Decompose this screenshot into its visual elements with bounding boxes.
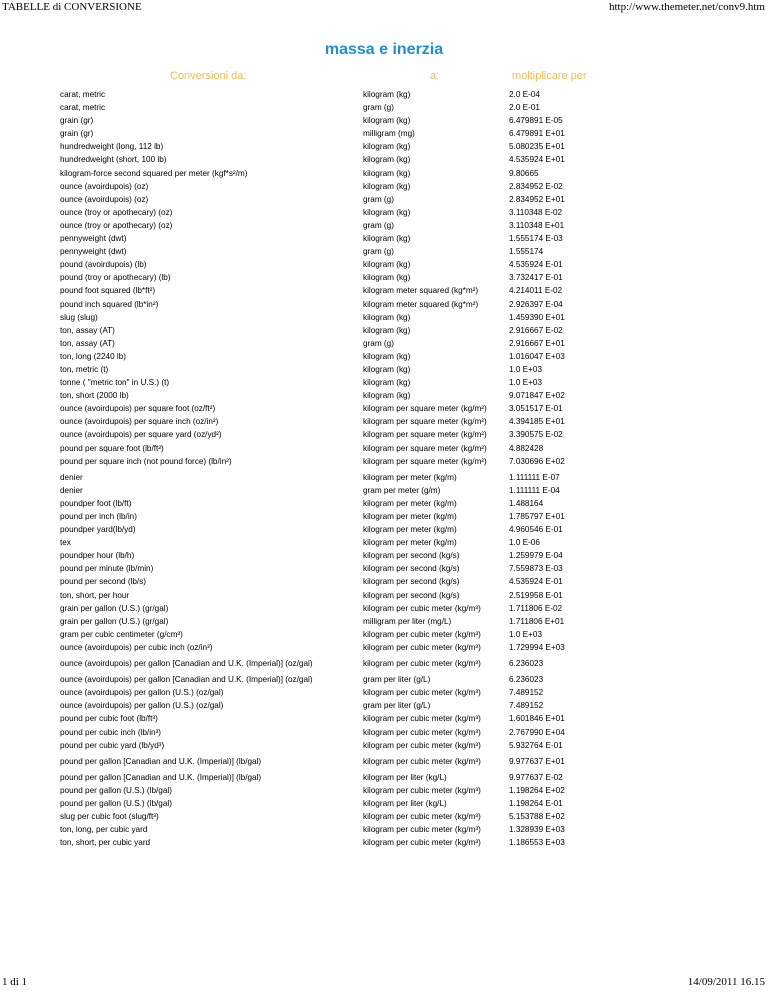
cell-from: pound per minute (lb/min) <box>60 564 154 574</box>
table-row <box>60 726 600 739</box>
table-row <box>60 536 600 549</box>
table-row <box>60 206 600 219</box>
cell-to: kilogram per cubic meter (kg/m³) <box>363 825 481 835</box>
cell-from: pound per cubic foot (lb/ft³) <box>60 714 158 724</box>
cell-factor: 4.214011 E-02 <box>509 286 563 296</box>
cell-from: ton, short, per cubic yard <box>60 838 151 848</box>
cell-factor: 2.0 E-01 <box>509 103 540 113</box>
cell-factor: 1.0 E-06 <box>509 538 540 548</box>
cell-factor: 4.394185 E+01 <box>509 417 565 427</box>
table-row <box>60 245 600 258</box>
cell-from: ounce (avoirdupois) per gallon (U.S.) (oz/gal) <box>60 688 224 698</box>
cell-factor: 1.711806 E-02 <box>509 603 563 613</box>
cell-to: kilogram (kg) <box>363 312 411 322</box>
cell-factor: 1.0 E+03 <box>509 364 543 374</box>
cell-to: kilogram per second (kg/s) <box>363 590 460 600</box>
cell-factor: 3.110348 E+01 <box>509 220 565 230</box>
cell-factor: 7.489152 <box>509 701 544 711</box>
cell-factor: 1.0 E+03 <box>509 629 543 639</box>
table-row <box>60 219 600 232</box>
column-header-from: Conversioni da: <box>170 70 247 82</box>
cell-to: kilogram (kg) <box>363 351 411 361</box>
table-row <box>60 615 600 628</box>
cell-to: kilogram per square meter (kg/m²) <box>363 443 487 453</box>
table-row <box>60 140 600 153</box>
cell-from: pound per gallon [Canadian and U.K. (Imperial)] (lb/gal) <box>60 756 262 766</box>
cell-factor: 9.977637 E+01 <box>509 756 565 766</box>
table-row <box>60 797 600 810</box>
cell-to: kilogram per cubic meter (kg/m³) <box>363 756 481 766</box>
table-row <box>60 324 600 337</box>
cell-to: milligram per liter (mg/L) <box>363 616 452 626</box>
cell-factor: 1.259979 E-04 <box>509 551 563 561</box>
cell-from: ounce (avoirdupois) (oz) <box>60 194 149 204</box>
table-row <box>60 193 600 206</box>
cell-factor: 5.080235 E+01 <box>509 142 565 152</box>
table-row <box>60 88 600 101</box>
table-row <box>60 510 600 523</box>
table-row <box>60 628 600 641</box>
cell-factor: 2.767990 E+04 <box>509 727 565 737</box>
cell-from: pound per square foot (lb/ft²) <box>60 443 164 453</box>
cell-from: ounce (avoirdupois) per gallon (U.S.) (oz/gal) <box>60 701 224 711</box>
cell-from: gram per cubic centimeter (g/cm³) <box>60 629 183 639</box>
cell-from: grain per gallon (U.S.) (gr/gal) <box>60 603 169 613</box>
cell-to: kilogram (kg) <box>363 90 411 99</box>
table-row <box>60 127 600 140</box>
cell-to: kilogram (kg) <box>363 142 411 152</box>
cell-from: pound per cubic inch (lb/in³) <box>60 727 162 737</box>
table-row <box>60 311 600 324</box>
table-row <box>60 350 600 363</box>
conversion-table-body <box>60 88 600 849</box>
cell-from: ounce (avoirdupois) per gallon [Canadian and U.K. (Imperial)] (oz/gal) <box>60 675 313 685</box>
cell-to: gram (g) <box>363 103 394 113</box>
cell-factor: 3.390575 E-02 <box>509 430 563 440</box>
table-row <box>60 114 600 127</box>
cell-to: kilogram per cubic meter (kg/m³) <box>363 714 481 724</box>
cell-to: kilogram (kg) <box>363 364 411 374</box>
cell-to: kilogram per meter (kg/m) <box>363 525 457 535</box>
cell-to: kilogram per square meter (kg/m²) <box>363 404 487 414</box>
cell-from: pound per square inch (not pound force) (lb/in²) <box>60 456 232 466</box>
cell-from: ounce (avoirdupois) (oz) <box>60 181 149 191</box>
cell-to: kilogram meter squared (kg*m²) <box>363 299 479 309</box>
cell-from: ounce (avoirdupois) per square foot (oz/ft²) <box>60 404 216 414</box>
cell-from: hundredweight (long, 112 lb) <box>60 142 164 152</box>
cell-factor: 4.882428 <box>509 443 544 453</box>
cell-from: grain (gr) <box>60 129 94 139</box>
table-row <box>60 271 600 284</box>
table-row <box>60 363 600 376</box>
cell-factor: 4.535924 E-01 <box>509 260 563 270</box>
cell-from: ton, short, per hour <box>60 590 130 600</box>
cell-to: kilogram per cubic meter (kg/m³) <box>363 785 481 795</box>
table-row <box>60 686 600 699</box>
cell-from: pound per cubic yard (lb/yd³) <box>60 740 165 750</box>
cell-to: kilogram per cubic meter (kg/m³) <box>363 838 481 848</box>
cell-from: poundper hour (lb/h) <box>60 551 135 561</box>
cell-to: kilogram per meter (kg/m) <box>363 538 457 548</box>
cell-to: kilogram per square meter (kg/m²) <box>363 430 487 440</box>
cell-factor: 9.977637 E-02 <box>509 772 563 782</box>
table-row <box>60 602 600 615</box>
print-footer-page: 1 di 1 <box>2 976 28 988</box>
cell-from: ton, long (2240 lb) <box>60 351 126 361</box>
cell-factor: 1.198264 E+02 <box>509 785 565 795</box>
cell-to: kilogram (kg) <box>363 273 411 283</box>
cell-factor: 6.236023 <box>509 675 544 685</box>
cell-factor: 1.785797 E+01 <box>509 512 565 521</box>
cell-from: ton, assay (AT) <box>60 338 115 348</box>
cell-factor: 4.535924 E-01 <box>509 577 563 587</box>
table-row <box>60 442 600 455</box>
cell-to: kilogram per cubic meter (kg/m³) <box>363 603 481 613</box>
table-row <box>60 771 600 784</box>
cell-from: slug (slug) <box>60 312 98 322</box>
cell-to: kilogram (kg) <box>363 181 411 191</box>
cell-from: carat, metric <box>60 90 106 99</box>
table-row <box>60 575 600 588</box>
cell-factor: 1.016047 E+03 <box>509 351 565 361</box>
cell-from: hundredweight (short, 100 lb) <box>60 155 167 165</box>
cell-factor: 2.519958 E-01 <box>509 590 563 600</box>
table-row <box>60 298 600 311</box>
print-footer-date: 14/09/2011 16.15 <box>687 976 765 988</box>
cell-from: pound per inch (lb/in) <box>60 512 137 521</box>
cell-to: kilogram (kg) <box>363 155 411 165</box>
cell-from: pennyweight (dwt) <box>60 234 127 244</box>
table-row <box>60 712 600 725</box>
table-row <box>60 402 600 415</box>
cell-from: tex <box>60 538 71 548</box>
table-row <box>60 755 600 768</box>
cell-factor: 1.198264 E-01 <box>509 798 563 808</box>
table-row <box>60 784 600 797</box>
cell-from: ounce (avoirdupois) per square yard (oz/yd²) <box>60 430 222 440</box>
table-row <box>60 497 600 510</box>
cell-factor: 1.186553 E+03 <box>509 838 565 848</box>
table-row <box>60 284 600 297</box>
cell-from: grain per gallon (U.S.) (gr/gal) <box>60 616 169 626</box>
conversion-table <box>60 88 600 849</box>
cell-factor: 2.834952 E-02 <box>509 181 563 191</box>
cell-to: gram per meter (g/m) <box>363 485 441 495</box>
cell-factor: 1.111111 E-04 <box>509 485 560 495</box>
table-row <box>60 739 600 752</box>
cell-to: kilogram per cubic meter (kg/m³) <box>363 659 481 669</box>
cell-to: kilogram per meter (kg/m) <box>363 472 457 482</box>
cell-to: gram (g) <box>363 338 394 348</box>
cell-to: kilogram per cubic meter (kg/m³) <box>363 629 481 639</box>
cell-from: ounce (avoirdupois) per square inch (oz/in²) <box>60 417 219 427</box>
cell-to: gram (g) <box>363 220 394 230</box>
cell-to: kilogram per cubic meter (kg/m³) <box>363 812 481 822</box>
cell-factor: 5.932764 E-01 <box>509 740 563 750</box>
table-row <box>60 549 600 562</box>
cell-factor: 1.459390 E+01 <box>509 312 565 322</box>
table-row <box>60 589 600 602</box>
column-header-multiply: moltiplicare per <box>512 70 587 82</box>
cell-factor: 3.051517 E-01 <box>509 404 563 414</box>
table-row <box>60 484 600 497</box>
cell-from: ton, long, per cubic yard <box>60 825 148 835</box>
table-row <box>60 673 600 686</box>
cell-from: denier <box>60 472 83 482</box>
cell-to: kilogram per meter (kg/m) <box>363 498 457 508</box>
cell-factor: 2.926397 E-04 <box>509 299 563 309</box>
cell-from: pound (troy or apothecary) (lb) <box>60 273 171 283</box>
table-row <box>60 562 600 575</box>
table-row <box>60 641 600 654</box>
cell-factor: 2.0 E-04 <box>509 90 540 99</box>
cell-from: pound per second (lb/s) <box>60 577 147 587</box>
cell-to: kilogram per liter (kg/L) <box>363 772 447 782</box>
table-row <box>60 455 600 468</box>
cell-to: kilogram (kg) <box>363 207 411 217</box>
print-header-url: http://www.themeter.net/conv9.htm <box>608 1 765 13</box>
cell-to: kilogram per cubic meter (kg/m³) <box>363 642 481 652</box>
cell-to: kilogram per second (kg/s) <box>363 564 460 574</box>
cell-factor: 6.236023 <box>509 659 544 669</box>
cell-to: kilogram per square meter (kg/m²) <box>363 417 487 427</box>
table-row <box>60 258 600 271</box>
table-row <box>60 389 600 402</box>
cell-to: kilogram (kg) <box>363 391 411 401</box>
cell-to: kilogram per cubic meter (kg/m³) <box>363 727 481 737</box>
cell-from: ounce (troy or apothecary) (oz) <box>60 220 173 230</box>
cell-factor: 6.479891 E+01 <box>509 129 565 139</box>
cell-factor: 3.732417 E-01 <box>509 273 563 283</box>
cell-to: milligram (mg) <box>363 129 415 139</box>
table-row <box>60 415 600 428</box>
table-row <box>60 232 600 245</box>
cell-from: pennyweight (dwt) <box>60 247 127 257</box>
table-row <box>60 337 600 350</box>
cell-from: poundper foot (lb/ft) <box>60 498 132 508</box>
cell-from: kilogram-force second squared per meter (kgf*s²/m) <box>60 168 248 178</box>
cell-factor: 7.489152 <box>509 688 544 698</box>
cell-to: kilogram (kg) <box>363 234 411 244</box>
table-row <box>60 836 600 849</box>
cell-factor: 4.960546 E-01 <box>509 525 563 535</box>
cell-from: ounce (avoirdupois) per cubic inch (oz/in³) <box>60 642 213 652</box>
table-row <box>60 699 600 712</box>
cell-to: gram (g) <box>363 247 394 257</box>
table-row <box>60 428 600 441</box>
cell-factor: 5.153788 E+02 <box>509 812 565 822</box>
cell-from: ounce (avoirdupois) per gallon [Canadian and U.K. (Imperial)] (oz/gal) <box>60 659 313 669</box>
cell-from: poundper yard(lb/yd) <box>60 525 136 535</box>
cell-factor: 1.601846 E+01 <box>509 714 565 724</box>
cell-factor: 2.834952 E+01 <box>509 194 565 204</box>
cell-factor: 9.80665 <box>509 168 539 178</box>
cell-to: kilogram per second (kg/s) <box>363 577 460 587</box>
cell-factor: 9.071847 E+02 <box>509 391 565 401</box>
cell-factor: 1.488164 <box>509 498 544 508</box>
cell-factor: 1.555174 <box>509 247 544 257</box>
cell-from: pound inch squared (lb*in²) <box>60 299 159 309</box>
cell-to: kilogram (kg) <box>363 325 411 335</box>
cell-factor: 4.535924 E+01 <box>509 155 565 165</box>
cell-factor: 1.729994 E+03 <box>509 642 565 652</box>
cell-from: ton, metric (t) <box>60 364 109 374</box>
table-row <box>60 657 600 670</box>
cell-to: kilogram (kg) <box>363 260 411 270</box>
cell-from: carat, metric <box>60 103 106 113</box>
cell-to: kilogram (kg) <box>363 168 411 178</box>
cell-from: pound (avoirdupois) (lb) <box>60 260 147 270</box>
cell-factor: 3.110348 E-02 <box>509 207 563 217</box>
table-row <box>60 376 600 389</box>
cell-factor: 1.711806 E+01 <box>509 616 565 626</box>
cell-from: pound foot squared (lb*ft²) <box>60 286 156 296</box>
cell-to: kilogram per cubic meter (kg/m³) <box>363 740 481 750</box>
cell-from: grain (gr) <box>60 116 94 126</box>
column-header-to: a: <box>430 70 440 82</box>
cell-from: pound per gallon (U.S.) (lb/gal) <box>60 798 172 808</box>
page-title: massa e inerzia <box>324 41 444 58</box>
cell-factor: 1.328939 E+03 <box>509 825 565 835</box>
cell-to: kilogram per square meter (kg/m²) <box>363 456 487 466</box>
cell-factor: 2.916667 E-02 <box>509 325 563 335</box>
cell-to: gram per liter (g/L) <box>363 701 431 711</box>
cell-to: kilogram per meter (kg/m) <box>363 512 457 521</box>
cell-to: kilogram per liter (kg/L) <box>363 798 447 808</box>
table-row <box>60 167 600 180</box>
table-row <box>60 153 600 166</box>
cell-factor: 1.555174 E-03 <box>509 234 563 244</box>
cell-from: pound per gallon (U.S.) (lb/gal) <box>60 785 172 795</box>
cell-factor: 7.030696 E+02 <box>509 456 565 466</box>
cell-from: pound per gallon [Canadian and U.K. (Imperial)] (lb/gal) <box>60 772 262 782</box>
cell-to: kilogram meter squared (kg*m²) <box>363 286 479 296</box>
cell-from: ounce (troy or apothecary) (oz) <box>60 207 173 217</box>
cell-factor: 1.111111 E-07 <box>509 472 560 482</box>
table-row <box>60 523 600 536</box>
print-header-title: TABELLE di CONVERSIONE <box>2 1 142 13</box>
cell-factor: 2.916667 E+01 <box>509 338 565 348</box>
cell-to: gram (g) <box>363 194 394 204</box>
cell-from: ton, assay (AT) <box>60 325 115 335</box>
cell-from: denier <box>60 485 83 495</box>
cell-from: slug per cubic foot (slug/ft³) <box>60 812 159 822</box>
cell-to: kilogram (kg) <box>363 116 411 126</box>
table-row <box>60 810 600 823</box>
table-row <box>60 180 600 193</box>
cell-to: gram per liter (g/L) <box>363 675 431 685</box>
table-row <box>60 823 600 836</box>
cell-to: kilogram per cubic meter (kg/m³) <box>363 688 481 698</box>
table-row <box>60 471 600 484</box>
cell-factor: 6.479891 E-05 <box>509 116 563 126</box>
cell-factor: 7.559873 E-03 <box>509 564 563 574</box>
cell-from: ton, short (2000 lb) <box>60 391 129 401</box>
cell-to: kilogram (kg) <box>363 378 411 388</box>
cell-to: kilogram per second (kg/s) <box>363 551 460 561</box>
cell-factor: 1.0 E+03 <box>509 378 543 388</box>
table-row <box>60 101 600 114</box>
cell-from: tonne ( "metric ton" in U.S.) (t) <box>60 378 170 388</box>
